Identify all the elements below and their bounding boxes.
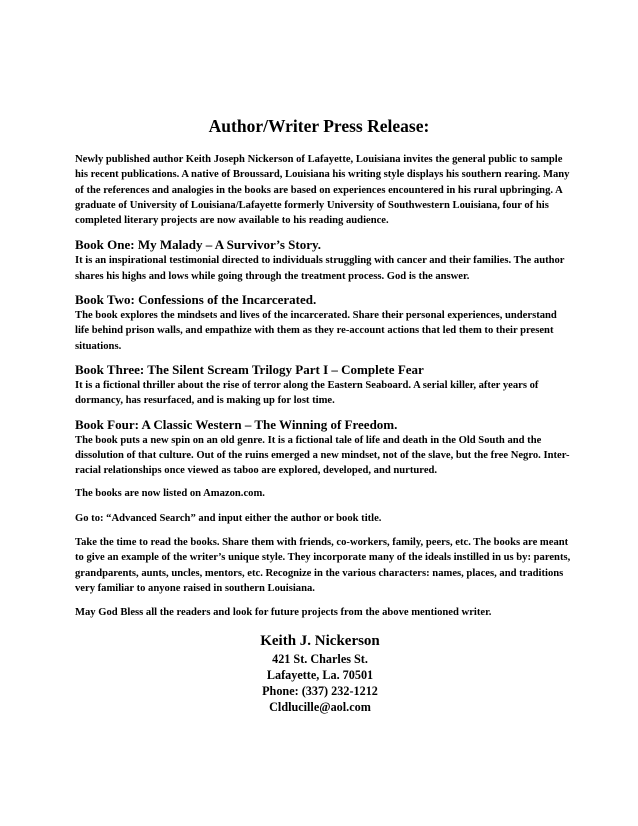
contact-phone: Phone: (337) 232-1212	[262, 684, 378, 698]
contact-street: 421 St. Charles St.	[272, 652, 368, 666]
press-release-body	[75, 152, 573, 630]
intro-paragraph: Newly published author Keith Joseph Nickerson of Lafayette, Louisiana invites the general public to sample his recent publications. A native of Broussard, Louisiana his writing style displays his southern rearing. Many of the references and analogies in the books are based on experiences encountered in his rural upbringing. A graduate of University of Louisiana/Lafayette formerly University of Southwestern Louisiana, four of his completed literary projects are now available to his reading audience.	[75, 154, 570, 227]
book-two-section	[75, 292, 573, 354]
page-title: Author/Writer Press Release:	[208, 116, 430, 136]
contact-city: Lafayette, La. 70501	[266, 668, 374, 682]
book-one-description: It is an inspirational testimonial directed to individuals struggling with cancer and their families. The author shares his highs and lows while going through the treatment process. God is the answer.	[75, 255, 565, 282]
contact-email: Cldlucille@aol.com	[269, 700, 371, 714]
book-four-heading: Book Four: A Classic Western – The Winning of Freedom.	[75, 416, 398, 432]
book-four-description: The book puts a new spin on an old genre. It is a fictional tale of life and death in the Old South and the dissolution of that culture. Out of the ruins emerged a new mindset, not of the slave, but the free Negro. Inter-racial relationships once viewed as taboo are explored, developed, and nurtured.	[75, 434, 570, 477]
availability-note: The books are now listed on Amazon.com.	[75, 488, 265, 500]
book-one-section	[75, 237, 573, 284]
book-four-section	[75, 417, 573, 479]
book-two-heading: Book Two: Confessions of the Incarcerated.	[75, 292, 317, 308]
closing-line: May God Bless all the readers and look for future projects from the above mentioned writer.	[75, 607, 492, 619]
search-instructions: Go to: “Advanced Search” and input either the author or book title.	[75, 512, 382, 524]
book-three-description: It is a fictional thriller about the rise of terror along the Eastern Seaboard. A serial killer, after years of dormancy, has resurfaced, and is making up for lost time.	[75, 379, 539, 407]
book-one-heading: Book One: My Malady – A Survivor’s Story.	[75, 237, 322, 253]
contact-block	[200, 631, 440, 715]
book-three-heading: Book Three: The Silent Scream Trilogy Part I – Complete Fear	[75, 361, 424, 377]
contact-name: Keith J. Nickerson	[260, 633, 380, 649]
book-three-section	[75, 362, 573, 409]
encouragement-paragraph: Take the time to read the books. Share them with friends, co-workers, family, peers, etc. The books are meant to give an example of the writer’s unique style. They incorporate many of the ideals instilled in us by: parents, grandparents, aunts, uncles, mentors, etc. Recognize in the various characters: names, places, and traditions very familiar to anyone raised in southern Louisiana.	[75, 537, 571, 594]
book-two-description: The book explores the mindsets and lives of the incarcerated. Share their personal experiences, understand life behind prison walls, and empathize with them as they re-account actions that led them to their present situations.	[75, 310, 557, 352]
